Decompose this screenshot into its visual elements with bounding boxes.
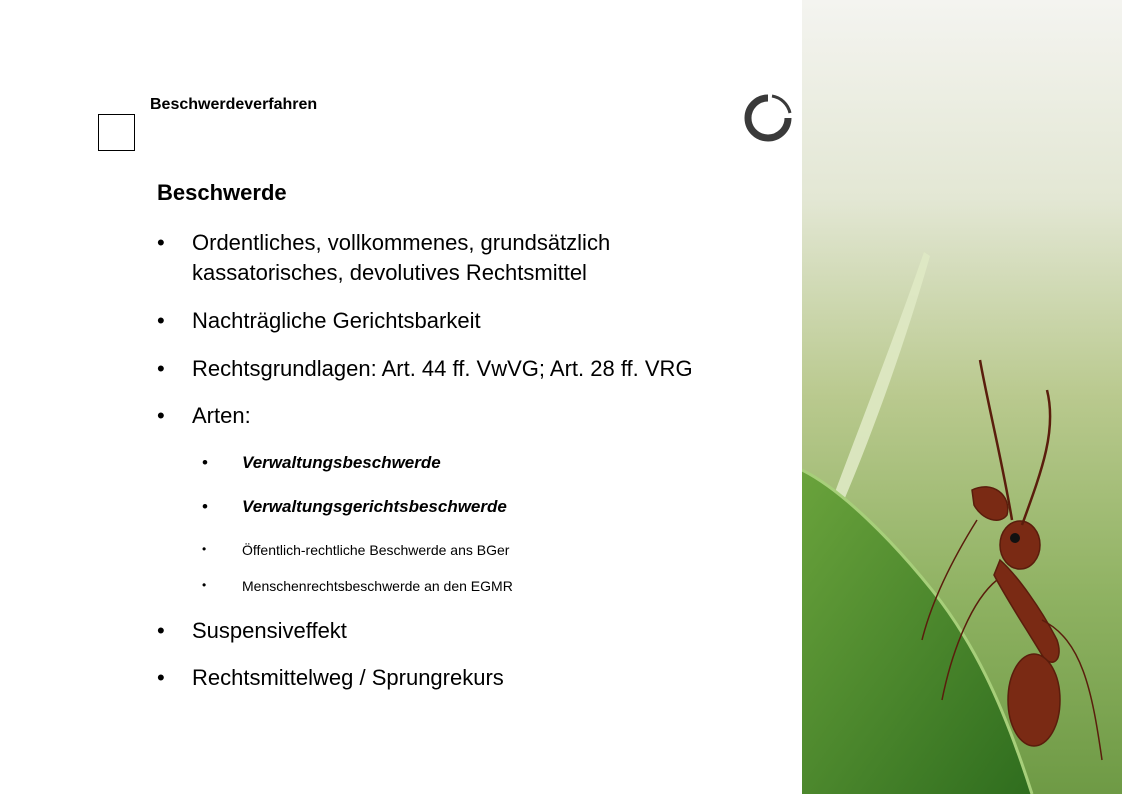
slide-title: Beschwerde [157,180,287,205]
bullet-text: Rechtsgrundlagen: Art. 44 ff. VwVG; Art. 28 ff. VRG [192,356,693,381]
bullet-icon: • [157,356,165,381]
bullet-icon: • [157,618,165,643]
bullet-text: Arten: [192,403,251,428]
bullet-text: Nachträgliche Gerichtsbarkeit [192,308,481,333]
ant-photo [802,0,1122,794]
bullet-text: Rechtsmittelweg / Sprungrekurs [192,665,504,690]
sub-bullet-text: Verwaltungsbeschwerde [242,453,441,472]
bullet-icon: • [157,665,165,690]
sub-bullet-text: Verwaltungsgerichtsbeschwerde [242,497,507,516]
bullet-icon: • [202,497,208,516]
bullet-icon: • [157,308,165,333]
sub-bullet-text: Menschenrechtsbeschwerde an den EGMR [242,578,513,594]
bullet-icon: • [157,230,165,255]
bullet-text: Ordentliches, vollkommenes, grundsätzlich [192,230,611,255]
bullet-text: Suspensiveffekt [192,618,347,643]
logo-circle-icon [742,92,794,144]
bullet-icon: • [202,453,208,472]
sub-bullet-text: Öffentlich-rechtliche Beschwerde ans BGer [242,542,510,558]
bullet-text: kassatorisches, devolutives Rechtsmittel [192,260,587,285]
bullet-icon: • [202,578,207,592]
corner-square [98,114,135,151]
bullet-icon: • [157,403,165,428]
bullet-icon: • [202,542,207,556]
section-header: Beschwerdeverfahren [150,96,318,113]
